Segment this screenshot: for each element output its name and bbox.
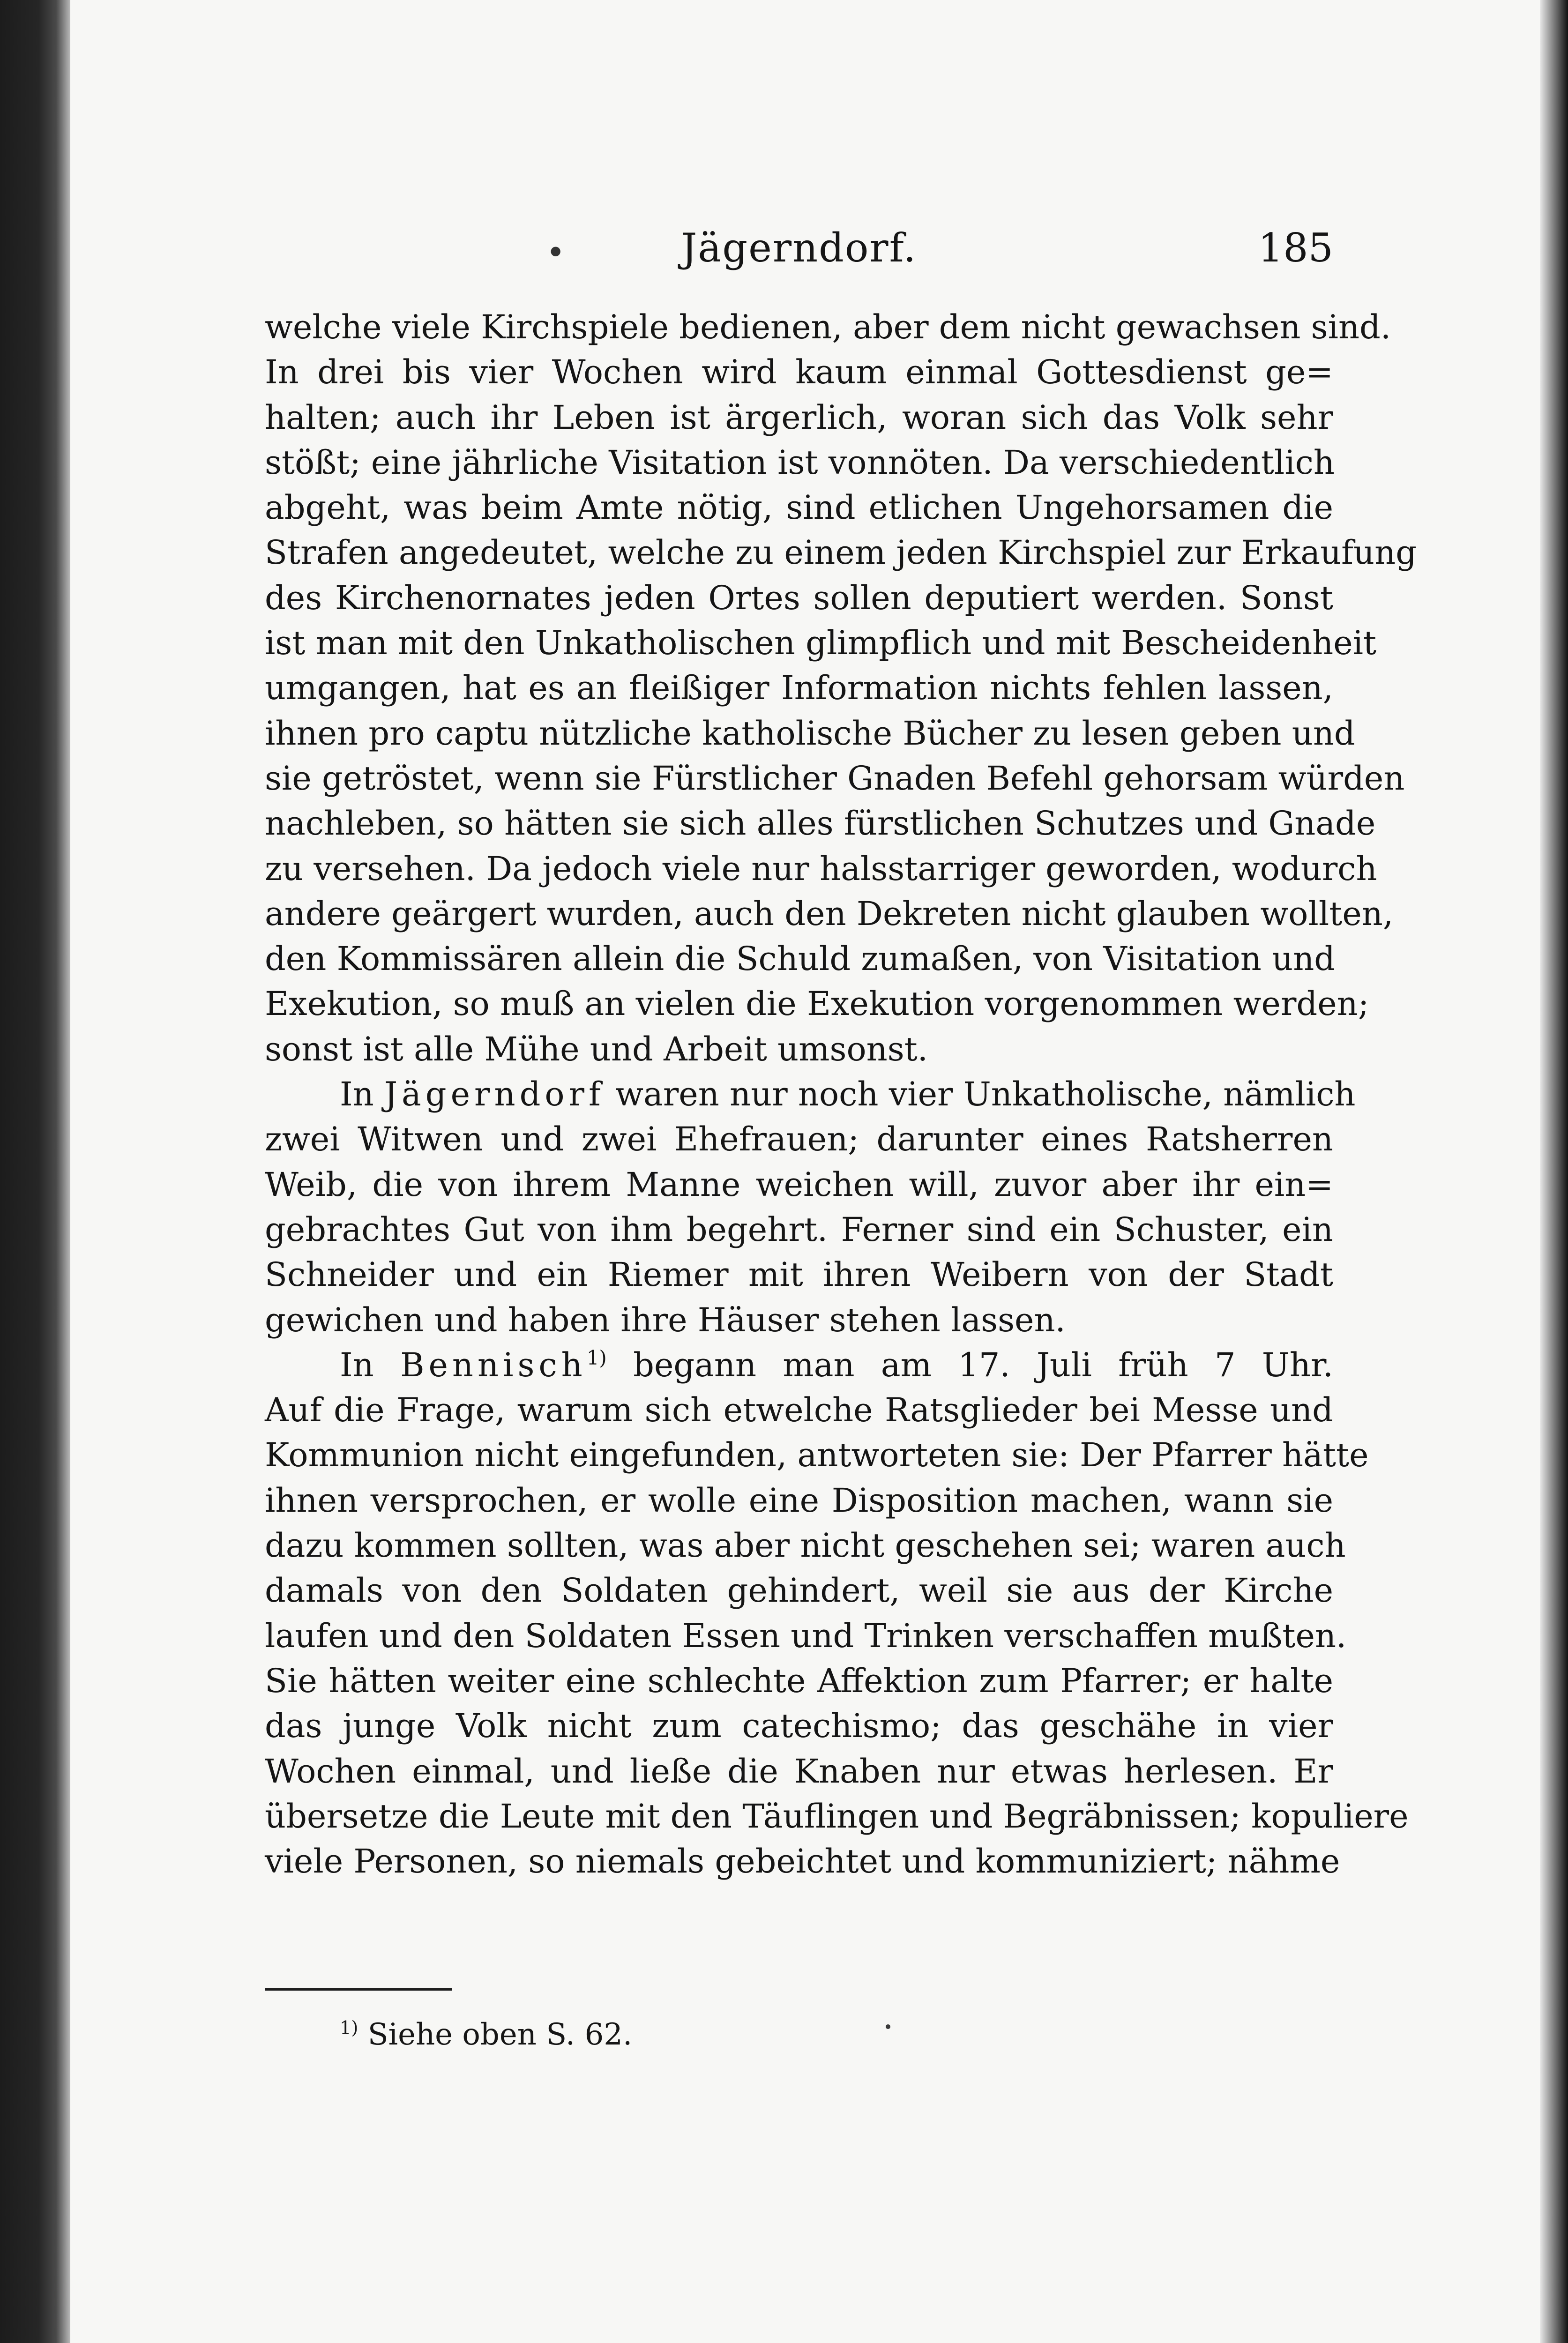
text-line: ihnen versprochen, er wolle eine Disposition machen, wann sie bbox=[265, 1481, 1333, 1520]
running-head bbox=[265, 225, 1333, 286]
text-line: den Kommissären allein die Schuld zumaßen, von Visitation und bbox=[265, 940, 1336, 978]
text-line: ist man mit den Unkatholischen glimpflich und mit Bescheidenheit bbox=[265, 624, 1377, 663]
text-line: ihnen pro captu nützliche katholische Bücher zu lesen geben und bbox=[265, 714, 1355, 753]
text-line: Weib, die von ihrem Manne weichen will, zuvor aber ihr ein= bbox=[265, 1165, 1333, 1204]
footnote-text: Siehe oben S. 62. bbox=[367, 2017, 633, 2052]
text-line: Kommunion nicht eingefunden, antworteten sie: Der Pfarrer hätte bbox=[265, 1436, 1369, 1475]
text-line: gewichen und haben ihre Häuser stehen lassen. bbox=[265, 1300, 1066, 1339]
lead-in-word: In bbox=[340, 1075, 374, 1114]
text-line: Exekution, so muß an vielen die Exekution vorgenommen werden; bbox=[265, 985, 1369, 1023]
text-line: zu versehen. Da jedoch viele nur halsstarriger geworden, wodurch bbox=[265, 849, 1377, 888]
text-line: abgeht, was beim Amte nötig, sind etlichen Ungehorsamen die bbox=[265, 488, 1333, 527]
book-page bbox=[70, 0, 1540, 2343]
text-line: das junge Volk nicht zum catechismo; das geschähe in vier bbox=[265, 1707, 1333, 1746]
text-line: viele Personen, so niemals gebeichtet und kommuniziert; nähme bbox=[265, 1842, 1340, 1881]
line-rest: waren nur noch vier Unkatholische, nämlich bbox=[615, 1075, 1356, 1114]
line-rest: begann man am 17. Juli früh 7 Uhr. bbox=[633, 1345, 1333, 1384]
body-text bbox=[265, 305, 1417, 1884]
text-line: damals von den Soldaten gehindert, weil sie aus der Kirche bbox=[265, 1571, 1333, 1610]
text-line: dazu kommen sollten, was aber nicht geschehen sei; waren auch bbox=[265, 1526, 1346, 1565]
text-line: halten; auch ihr Leben ist ärgerlich, woran sich das Volk sehr bbox=[265, 398, 1333, 437]
text-line: Sie hätten weiter eine schlechte Affektion zum Pfarrer; er halte bbox=[265, 1661, 1333, 1700]
text-line: nachleben, so hätten sie sich alles fürstlichen Schutzes und Gnade bbox=[265, 804, 1376, 843]
text-line: Wochen einmal, und ließe die Knaben nur etwas herlesen. Er bbox=[265, 1752, 1333, 1791]
page-number: 185 bbox=[1258, 225, 1333, 271]
text-line: sie getröstet, wenn sie Fürstlicher Gnaden Befehl gehorsam würden bbox=[265, 759, 1405, 798]
text-line: des Kirchenornates jeden Ortes sollen deputiert werden. Sonst bbox=[265, 578, 1333, 617]
text-line: andere geärgert wurden, auch den Dekreten nicht glauben wollten, bbox=[265, 894, 1394, 933]
paragraph-first-line bbox=[265, 1072, 1356, 1117]
lead-in-word: In bbox=[340, 1345, 374, 1384]
text-line: Schneider und ein Riemer mit ihren Weibern von der Stadt bbox=[265, 1255, 1333, 1294]
place-name: Bennisch bbox=[400, 1345, 587, 1384]
text-line: zwei Witwen und zwei Ehefrauen; darunter eines Ratsherren bbox=[265, 1120, 1333, 1159]
text-line: stößt; eine jährliche Visitation ist vonnöten. Da verschiedentlich bbox=[265, 443, 1335, 482]
text-line: In drei bis vier Wochen wird kaum einmal Gottesdienst ge= bbox=[265, 353, 1333, 392]
text-line: Strafen angedeutet, welche zu einem jeden Kirchspiel zur Erkaufung bbox=[265, 533, 1417, 572]
text-line: welche viele Kirchspiele bedienen, aber dem nicht gewachsen sind. bbox=[265, 308, 1391, 346]
book-spine-shadow bbox=[0, 0, 70, 2343]
text-line: übersetze die Leute mit den Täuflingen und Begräbnissen; kopuliere bbox=[265, 1797, 1409, 1836]
text-line: sonst ist alle Mühe und Arbeit umsonst. bbox=[265, 1030, 928, 1068]
footnote-reference[interactable]: 1) bbox=[586, 1346, 607, 1369]
text-line: gebrachtes Gut von ihm begehrt. Ferner sind ein Schuster, ein bbox=[265, 1210, 1333, 1249]
text-line: Auf die Frage, warum sich etwelche Ratsglieder bei Messe und bbox=[265, 1391, 1333, 1430]
head-ornament: • bbox=[546, 233, 566, 272]
text-line: umgangen, hat es an fleißiger Information nichts fehlen lassen, bbox=[265, 669, 1333, 708]
paragraph-first-line bbox=[265, 1343, 1333, 1388]
text-line: laufen und den Soldaten Essen und Trinken verschaffen mußten. bbox=[265, 1616, 1347, 1655]
print-speck bbox=[886, 2024, 890, 2029]
place-name: Jägerndorf bbox=[384, 1075, 605, 1114]
running-head-title: Jägerndorf. bbox=[681, 225, 917, 271]
footnote bbox=[340, 2017, 632, 2052]
page-right-edge bbox=[1540, 0, 1568, 2343]
footnote-divider bbox=[265, 1988, 452, 1991]
footnote-mark: 1) bbox=[340, 2017, 358, 2038]
